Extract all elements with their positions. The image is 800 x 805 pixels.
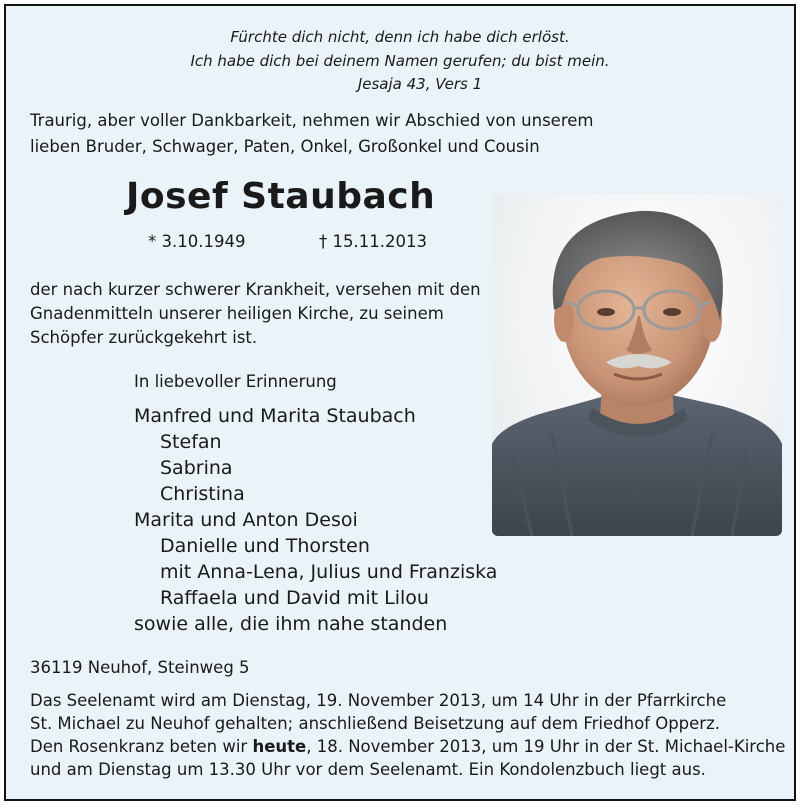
service-line-3 bbox=[30, 736, 785, 759]
deceased-name: Josef Staubach bbox=[126, 176, 436, 217]
verse-reference: Jesaja 43, Vers 1 bbox=[357, 75, 483, 93]
service-text: Das Seelenamt wird am Dienstag, 19. November 2013, um 14 Uhr in der Pfarrkirche bbox=[30, 691, 727, 710]
rosary-today: heute bbox=[252, 737, 307, 756]
mourners-list bbox=[134, 403, 497, 637]
birth-date: * 3.10.1949 bbox=[148, 232, 246, 251]
mourner-line: mit Anna-Lena, Julius und Franziska bbox=[160, 561, 498, 583]
mourner-line: Christina bbox=[160, 483, 245, 505]
remembrance-label: In liebevoller Erinnerung bbox=[134, 372, 337, 391]
intro-line-1: Traurig, aber voller Dankbarkeit, nehmen wir Abschied von unserem bbox=[30, 111, 594, 130]
intro-line-2: lieben Bruder, Schwager, Paten, Onkel, Großonkel und Cousin bbox=[30, 137, 540, 156]
portrait-illustration bbox=[492, 194, 782, 536]
service-line-1 bbox=[30, 690, 767, 713]
address: 36119 Neuhof, Steinweg 5 bbox=[30, 658, 250, 677]
notice-line-2: Gnadenmitteln unserer heiligen Kirche, zu seinem bbox=[30, 304, 444, 323]
rosary-text-after: , 18. November 2013, um 19 Uhr in der St. Michael-Kirche bbox=[306, 737, 786, 756]
mourner-line: Stefan bbox=[160, 431, 222, 453]
mourner-line: Raffaela und David mit Lilou bbox=[160, 587, 429, 609]
service-line-2: St. Michael zu Neuhof gehalten; anschließend Beisetzung auf dem Friedhof Opperz. bbox=[30, 714, 720, 733]
mourner-line: Manfred und Marita Staubach bbox=[134, 405, 416, 427]
service-line-4: und am Dienstag um 13.30 Uhr vor dem Seelenamt. Ein Kondolenzbuch liegt aus. bbox=[30, 760, 706, 779]
notice-line-3: Schöpfer zurückgekehrt ist. bbox=[30, 328, 258, 347]
obituary-notice bbox=[4, 4, 796, 801]
mourner-line: Danielle und Thorsten bbox=[160, 535, 370, 557]
mourner-line: sowie alle, die ihm nahe standen bbox=[134, 613, 448, 635]
verse-line-2: Ich habe dich bei deinem Namen gerufen; du bist mein. bbox=[190, 52, 610, 70]
verse-line-1: Fürchte dich nicht, denn ich habe dich erlöst. bbox=[230, 28, 570, 46]
mourner-line: Sabrina bbox=[160, 457, 233, 479]
death-date: † 15.11.2013 bbox=[319, 232, 427, 251]
mourner-line: Marita und Anton Desoi bbox=[134, 509, 358, 531]
rosary-text-before: Den Rosenkranz beten wir bbox=[30, 737, 248, 756]
portrait-photo bbox=[492, 194, 782, 536]
notice-line-1: der nach kurzer schwerer Krankheit, versehen mit den bbox=[30, 280, 481, 299]
